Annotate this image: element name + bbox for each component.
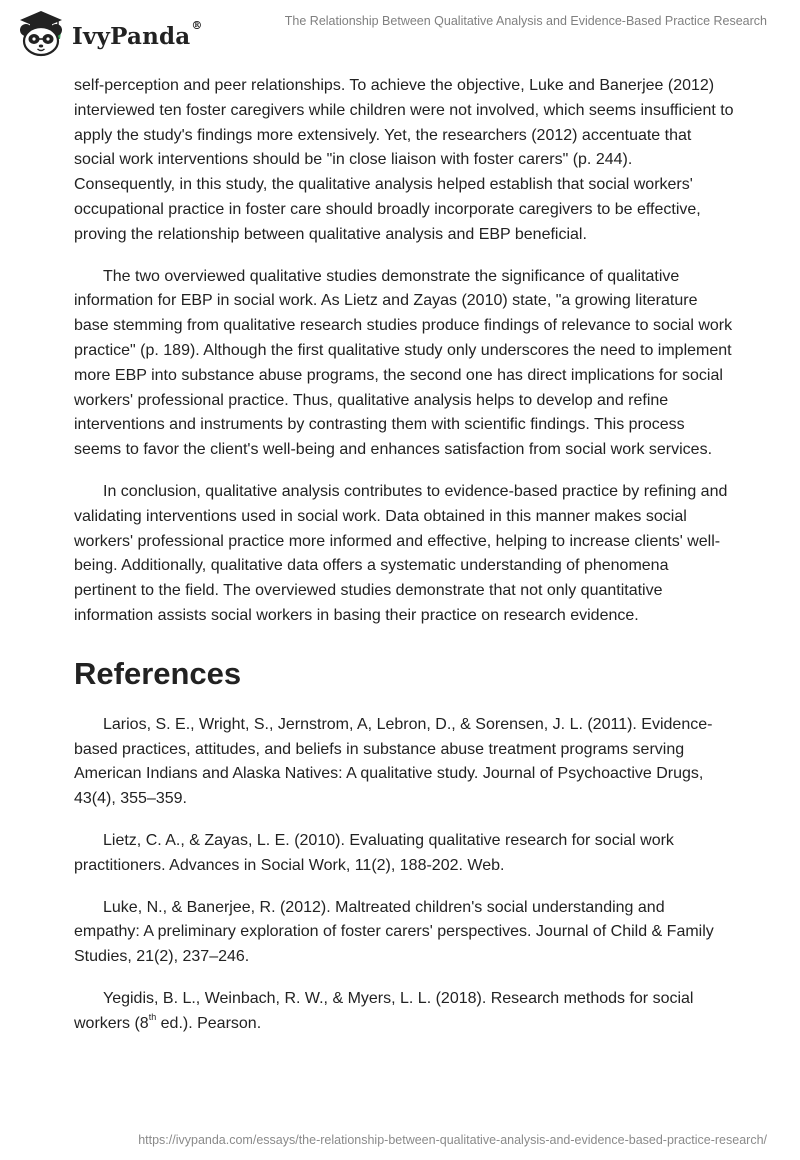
reference-item: Lietz, C. A., & Zayas, L. E. (2010). Evaluating qualitative research for social work practitioners. Advances in Social Work, 11(2), 188-202. Web.	[74, 831, 674, 874]
page-header	[0, 0, 800, 70]
reference-text: ed.). Pearson.	[156, 1014, 262, 1032]
essay-content	[74, 74, 734, 1054]
document-title: The Relationship Between Qualitative Analysis and Evidence-Based Practice Research	[284, 14, 767, 28]
body-paragraph: The two overviewed qualitative studies demonstrate the significance of qualitative information for EBP in social work. As Lietz and Zayas (2010) state, "a growing literature base stemming from qualitative research studies produce findings of relevance to social work practice" (p. 189). Although the first qualitative study only underscores the need to implement more EBP into substance abuse programs, the second one has direct implications for social workers' professional practice. Thus, qualitative analysis helps to develop and refine interventions and instruments by contrasting them with scientific findings. This process seems to favor the client's well-being and enhances satisfaction from social work services.	[74, 267, 733, 459]
body-paragraph: In conclusion, qualitative analysis contributes to evidence-based practice by refining and validating interventions used in social work. Data obtained in this manner makes social workers' professional practice more informed and effective, helping to increase clients' well-being. Additionally, qualitative data offers a systematic understanding of phenomena pertinent to the field. The overviewed studies demonstrate that not only quantitative information assists social workers in basing their practice on research evidence.	[74, 482, 728, 624]
body-paragraph: self-perception and peer relationships. To achieve the objective, Luke and Banerjee (2012) interviewed ten foster caregivers while children were not involved, which seems insufficient to apply the study's findings more extensively. Yet, the researchers (2012) accentuate that social work interventions should be "in close liaison with foster carers" (p. 244). Consequently, in this study, the qualitative analysis helped establish that social workers' occupational practice in foster care should broadly incorporate caregivers to be effective, proving the relationship between qualitative analysis and EBP beneficial.	[74, 77, 734, 243]
ordinal-superscript: th	[148, 1012, 157, 1023]
panda-graduate-icon	[14, 8, 66, 58]
reference-text: Yegidis, B. L., Weinbach, R. W., & Myers, L. L. (2018). Research methods for social workers (8	[74, 989, 694, 1032]
reference-item	[74, 987, 734, 1037]
source-url-link[interactable]: https://ivypanda.com/essays/the-relationship-between-qualitative-analysis-and-evidence-based-practice-research/	[138, 1133, 767, 1147]
reference-item: Luke, N., & Banerjee, R. (2012). Maltreated children's social understanding and empathy: A preliminary exploration of foster carers' perspectives. Journal of Child & Family Studies, 21(2), 237–246.	[74, 898, 714, 966]
references-heading: References	[74, 655, 242, 691]
logo-wordmark: IvyPanda®	[72, 18, 203, 50]
ivypanda-logo[interactable]	[14, 8, 203, 58]
reference-item: Larios, S. E., Wright, S., Jernstrom, A, Lebron, D., & Sorensen, J. L. (2011). Evidence-based practices, attitudes, and beliefs in substance abuse treatment programs serving American Indians and Alaska Natives: A qualitative study. Journal of Psychoactive Drugs, 43(4), 355–359.	[74, 715, 713, 808]
